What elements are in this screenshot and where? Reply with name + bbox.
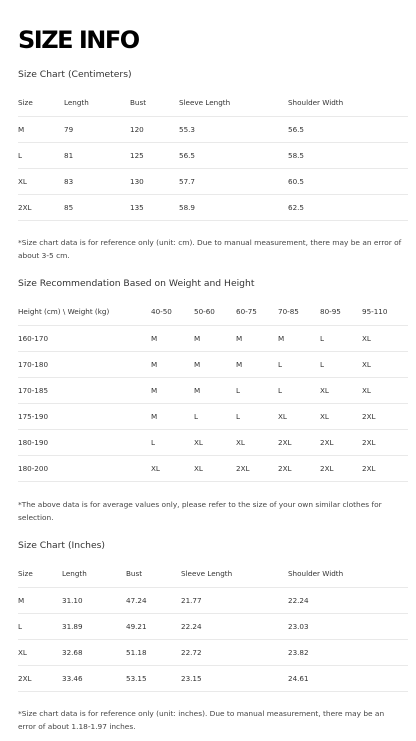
table-cell: XL (194, 463, 203, 473)
table-cell: 2XL (278, 437, 292, 447)
table-cell: 58.5 (288, 150, 305, 160)
table-row (18, 665, 408, 691)
table-cell: XL (18, 647, 27, 657)
inch-size-table (18, 561, 408, 692)
table-row (18, 194, 408, 220)
table-header-row (18, 90, 408, 116)
column-header: Height (cm) \ Weight (kg) (18, 307, 110, 317)
table-cell: L (320, 359, 325, 369)
table-cell: XL (362, 385, 371, 395)
table-row (18, 142, 408, 168)
column-header: 50-60 (194, 307, 215, 317)
table-row (18, 116, 408, 142)
table-cell: L (151, 437, 156, 447)
table-cell: 22.24 (288, 595, 309, 605)
table-cell: L (18, 621, 23, 631)
cm-size-table (18, 90, 408, 221)
recommendation-table (18, 299, 408, 482)
table-cell: 175-190 (18, 411, 49, 421)
table-cell: 79 (64, 124, 74, 134)
column-header: Size (18, 98, 33, 108)
table-cell: M (194, 333, 201, 343)
table-cell: 32.68 (62, 647, 83, 657)
column-header: 95-110 (362, 307, 388, 317)
table-cell: XL (236, 437, 245, 447)
recommendation-note: *The above data is for average values only, please refer to the size of your own similar clothes for selection. (18, 500, 382, 522)
table-cell: 22.72 (181, 647, 202, 657)
table-cell: M (194, 359, 201, 369)
table-cell: XL (278, 411, 287, 421)
inch-chart-title: Size Chart (Inches) (18, 540, 105, 551)
table-row (18, 168, 408, 194)
column-header: 40-50 (151, 307, 172, 317)
table-cell: L (236, 411, 241, 421)
table-cell: M (151, 333, 158, 343)
table-cell: M (151, 359, 158, 369)
table-cell: 125 (130, 150, 144, 160)
table-cell: 180-200 (18, 463, 49, 473)
table-cell: 57.7 (179, 176, 196, 186)
table-cell: L (18, 150, 23, 160)
table-row (18, 429, 408, 455)
table-cell: 60.5 (288, 176, 305, 186)
table-cell: 2XL (18, 673, 32, 683)
table-cell: 24.61 (288, 673, 309, 683)
table-header-row (18, 299, 408, 325)
table-cell: L (194, 411, 199, 421)
table-cell: 2XL (362, 411, 376, 421)
table-cell: 160-170 (18, 333, 49, 343)
table-cell: 47.24 (126, 595, 147, 605)
table-cell: L (320, 333, 325, 343)
table-cell: M (18, 124, 25, 134)
table-cell: 31.10 (62, 595, 83, 605)
table-cell: 2XL (236, 463, 250, 473)
table-cell: 33.46 (62, 673, 83, 683)
table-row (18, 587, 408, 613)
table-cell: M (236, 359, 243, 369)
table-cell: 170-180 (18, 359, 49, 369)
column-header: 60-75 (236, 307, 257, 317)
table-cell: 22.24 (181, 621, 202, 631)
table-row (18, 377, 408, 403)
table-cell: 130 (130, 176, 144, 186)
table-row (18, 325, 408, 351)
column-header: Sleeve Length (179, 98, 231, 108)
table-row (18, 351, 408, 377)
column-header: Sleeve Length (181, 569, 233, 579)
table-cell: XL (194, 437, 203, 447)
table-header-row (18, 561, 408, 587)
table-row (18, 455, 408, 481)
table-cell: 2XL (18, 202, 32, 212)
table-cell: 2XL (362, 437, 376, 447)
table-cell: 58.9 (179, 202, 196, 212)
table-cell: M (236, 333, 243, 343)
table-cell: 2XL (362, 463, 376, 473)
table-cell: 49.21 (126, 621, 147, 631)
table-cell: L (278, 359, 283, 369)
table-cell: 83 (64, 176, 74, 186)
table-cell: M (278, 333, 285, 343)
table-cell: 51.18 (126, 647, 147, 657)
table-cell: 62.5 (288, 202, 305, 212)
table-cell: 2XL (278, 463, 292, 473)
table-cell: 85 (64, 202, 74, 212)
table-cell: M (151, 385, 158, 395)
column-header: Shoulder Width (288, 98, 344, 108)
column-header: Size (18, 569, 33, 579)
table-cell: XL (362, 333, 371, 343)
table-cell: 170-185 (18, 385, 49, 395)
table-cell: XL (320, 411, 329, 421)
table-cell: 23.03 (288, 621, 309, 631)
column-header: Bust (126, 569, 143, 579)
table-cell: 56.5 (288, 124, 305, 134)
table-cell: 31.89 (62, 621, 83, 631)
table-cell: 120 (130, 124, 144, 134)
column-header: Shoulder Width (288, 569, 344, 579)
table-cell: 23.82 (288, 647, 309, 657)
column-header: Length (62, 569, 87, 579)
table-cell: L (278, 385, 283, 395)
table-cell: 2XL (320, 437, 334, 447)
table-row (18, 639, 408, 665)
table-cell: XL (362, 359, 371, 369)
column-header: 70-85 (278, 307, 299, 317)
table-cell: 135 (130, 202, 144, 212)
table-cell: 180-190 (18, 437, 49, 447)
table-cell: 81 (64, 150, 74, 160)
table-cell: XL (151, 463, 160, 473)
table-cell: M (194, 385, 201, 395)
table-cell: 2XL (320, 463, 334, 473)
table-cell: XL (320, 385, 329, 395)
table-cell: L (236, 385, 241, 395)
column-header: 80-95 (320, 307, 341, 317)
table-cell: 21.77 (181, 595, 202, 605)
column-header: Bust (130, 98, 147, 108)
table-cell: XL (18, 176, 27, 186)
table-cell: 56.5 (179, 150, 196, 160)
cm-chart-title: Size Chart (Centimeters) (18, 69, 132, 80)
table-cell: M (18, 595, 25, 605)
inch-chart-note: *Size chart data is for reference only (unit: inches). Due to manual measurement, there may be an error of about 1.18-1.97 inches. (18, 709, 385, 731)
table-cell: 53.15 (126, 673, 147, 683)
table-cell: 55.3 (179, 124, 196, 134)
table-row (18, 403, 408, 429)
column-header: Length (64, 98, 89, 108)
recommendation-title: Size Recommendation Based on Weight and Height (18, 278, 255, 289)
cm-chart-note: *Size chart data is for reference only (unit: cm). Due to manual measurement, there may be an error of about 3-5 cm. (18, 238, 402, 260)
table-row (18, 613, 408, 639)
table-cell: M (151, 411, 158, 421)
page-title: SIZE INFO (18, 26, 139, 54)
table-cell: 23.15 (181, 673, 202, 683)
